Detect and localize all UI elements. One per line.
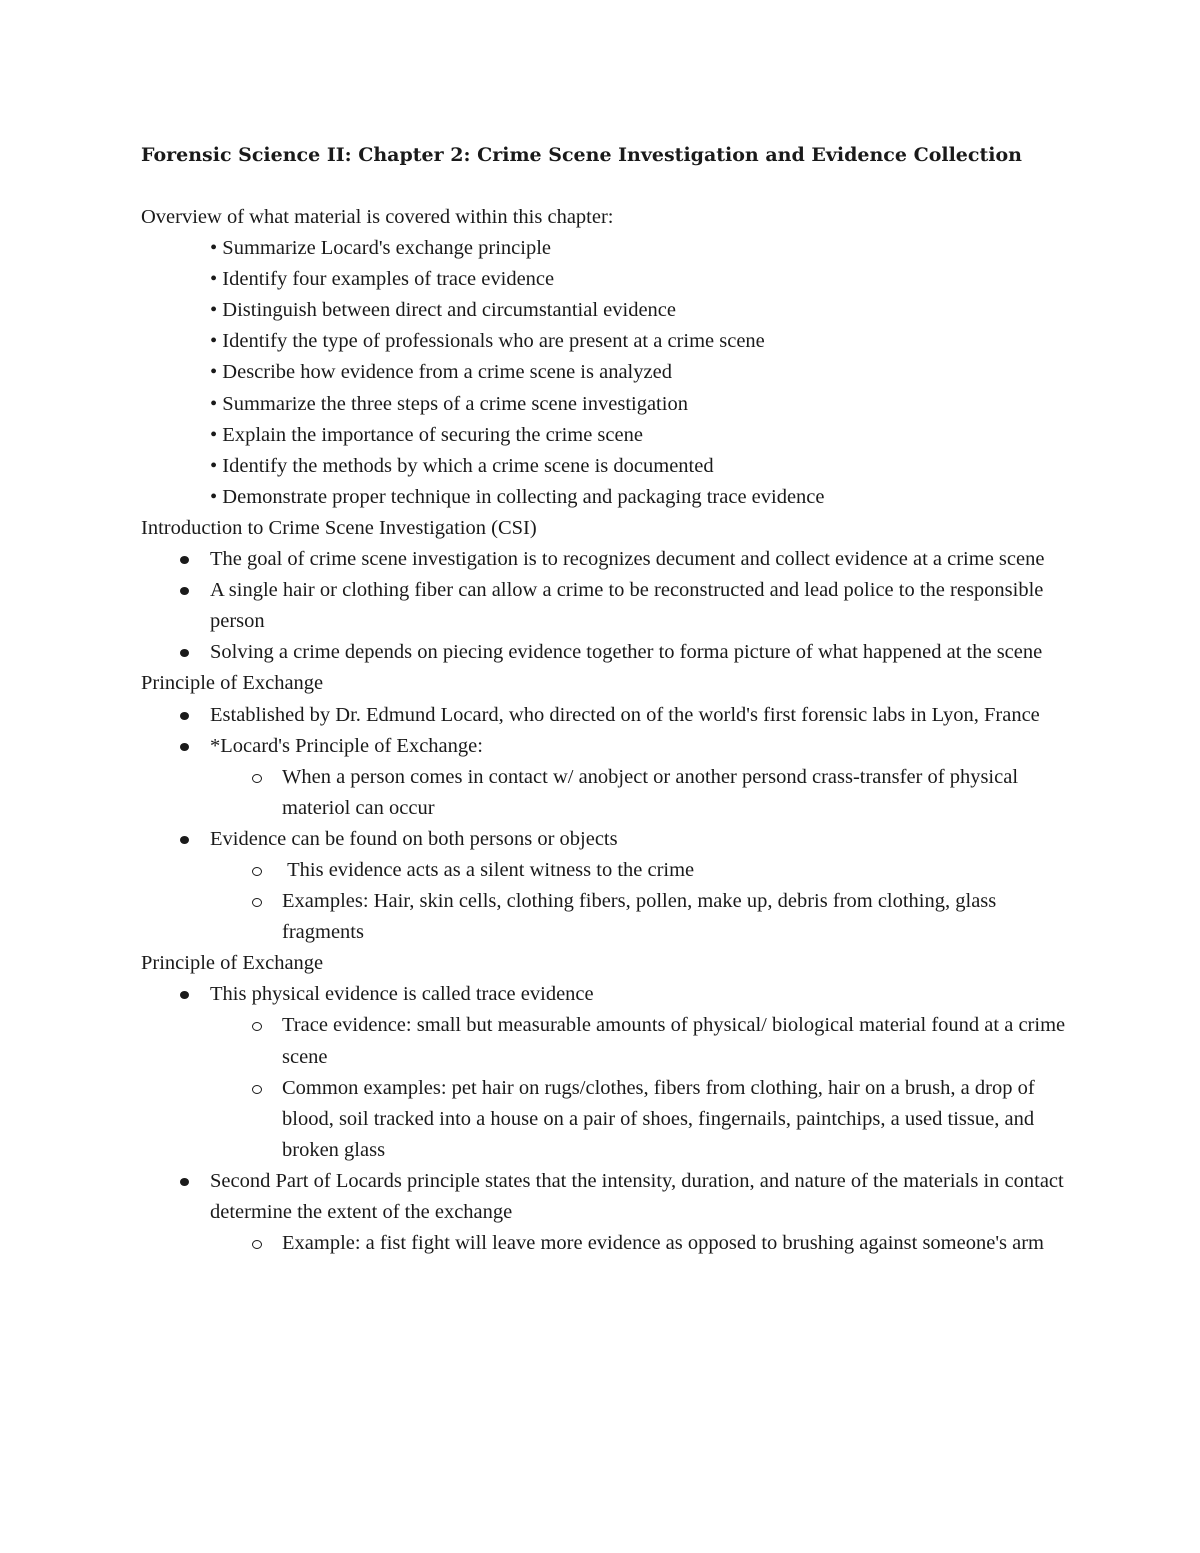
objective-item: • Summarize the three steps of a crime scene investigation xyxy=(210,392,688,415)
intro-bullet xyxy=(141,575,1071,637)
objective-item: • Summarize Locard's exchange principle xyxy=(210,237,552,260)
overview-heading: Overview of what material is covered within this chapter: xyxy=(141,206,614,228)
sub-bullet xyxy=(210,855,1071,886)
bullet-text: *Locard's Principle of Exchange: xyxy=(210,734,483,757)
document-title: Forensic Science II: Chapter 2: Crime Scene Investigation and Evidence Collection xyxy=(141,144,1022,166)
objective-item: • Demonstrate proper technique in collecting and packaging trace evidence xyxy=(210,485,825,508)
objective-item: • Distinguish between direct and circumstantial evidence xyxy=(210,299,676,322)
sub-bullet-text: Common examples: pet hair on rugs/clothes, fibers from clothing, hair on a brush, a drop of blood, soil tracked into a house on a pair of shoes, fingernails, paintchips, a used tissue, and broken glass xyxy=(282,1076,1035,1161)
exchange-bullet xyxy=(141,731,1071,824)
objective-item: • Identify the methods by which a crime scene is documented xyxy=(210,454,714,477)
sub-bullet xyxy=(210,1228,1071,1259)
sub-bullet xyxy=(210,886,1071,948)
bullet-dot-icon xyxy=(180,743,189,751)
sub-list xyxy=(210,1228,1071,1259)
bullet-dot-icon xyxy=(180,587,189,595)
sub-bullet xyxy=(210,762,1071,824)
exchange-list-2 xyxy=(141,979,1071,1259)
exchange-bullet xyxy=(141,1166,1071,1259)
bullet-dot-icon xyxy=(180,712,189,720)
bullet-circle-icon xyxy=(252,1240,262,1249)
objective-item: • Identify the type of professionals who are present at a crime scene xyxy=(210,330,765,353)
bullet-circle-icon xyxy=(252,867,262,876)
bullet-text: A single hair or clothing fiber can allow a crime to be reconstructed and lead police to the responsible person xyxy=(210,579,1044,633)
intro-list xyxy=(141,544,1071,668)
objective-item: • Identify four examples of trace evidence xyxy=(210,268,555,291)
exchange-bullet xyxy=(141,824,1071,948)
bullet-text: Established by Dr. Edmund Locard, who directed on of the world's first forensic labs in Lyon, France xyxy=(210,703,1040,726)
sub-bullet-text: Example: a fist fight will leave more evidence as opposed to brushing against someone's arm xyxy=(282,1232,1044,1255)
intro-bullet xyxy=(141,544,1071,575)
bullet-dot-icon xyxy=(180,1178,189,1186)
sub-list xyxy=(210,762,1071,824)
document-page xyxy=(141,140,1071,1259)
sub-bullet-text: Trace evidence: small but measurable amounts of physical/ biological material found at a crime scene xyxy=(282,1014,1066,1068)
bullet-text: The goal of crime scene investigation is to recognizes decument and collect evidence at a crime scene xyxy=(210,548,1045,571)
exchange-heading-1: Principle of Exchange xyxy=(141,672,324,695)
sub-bullet-text: When a person comes in contact w/ anobject or another persond crass-transfer of physical materiol can occur xyxy=(282,765,1019,819)
bullet-dot-icon xyxy=(180,836,189,844)
bullet-circle-icon xyxy=(252,1085,262,1094)
exchange-bullet xyxy=(141,979,1071,1166)
bullet-dot-icon xyxy=(180,991,189,999)
bullet-circle-icon xyxy=(252,1022,262,1031)
sub-list xyxy=(210,1010,1071,1165)
exchange-bullet xyxy=(141,700,1071,731)
exchange-heading-2: Principle of Exchange xyxy=(141,952,324,975)
sub-bullet xyxy=(210,1073,1071,1166)
bullet-text: Solving a crime depends on piecing evidence together to forma picture of what happened at the scene xyxy=(210,641,1043,664)
objectives-list xyxy=(141,233,1071,513)
bullet-text: Second Part of Locards principle states that the intensity, duration, and nature of the materials in contact determine the extent of the exchange xyxy=(210,1169,1064,1223)
objective-item: • Describe how evidence from a crime scene is analyzed xyxy=(210,361,672,384)
intro-bullet xyxy=(141,637,1071,668)
bullet-dot-icon xyxy=(180,556,189,564)
sub-bullet-text: This evidence acts as a silent witness to the crime xyxy=(282,858,695,881)
exchange-list-1 xyxy=(141,700,1071,949)
spacer xyxy=(141,171,1071,202)
sub-bullet-text: Examples: Hair, skin cells, clothing fibers, pollen, make up, debris from clothing, glass fragments xyxy=(282,890,997,944)
intro-heading: Introduction to Crime Scene Investigation (CSI) xyxy=(141,516,537,539)
objective-item: • Explain the importance of securing the crime scene xyxy=(210,423,643,446)
sub-list xyxy=(210,855,1071,948)
bullet-text: Evidence can be found on both persons or objects xyxy=(210,827,618,850)
bullet-text: This physical evidence is called trace evidence xyxy=(210,983,594,1006)
sub-bullet xyxy=(210,1010,1071,1072)
bullet-dot-icon xyxy=(180,649,189,657)
bullet-circle-icon xyxy=(252,898,262,907)
bullet-circle-icon xyxy=(252,774,262,783)
